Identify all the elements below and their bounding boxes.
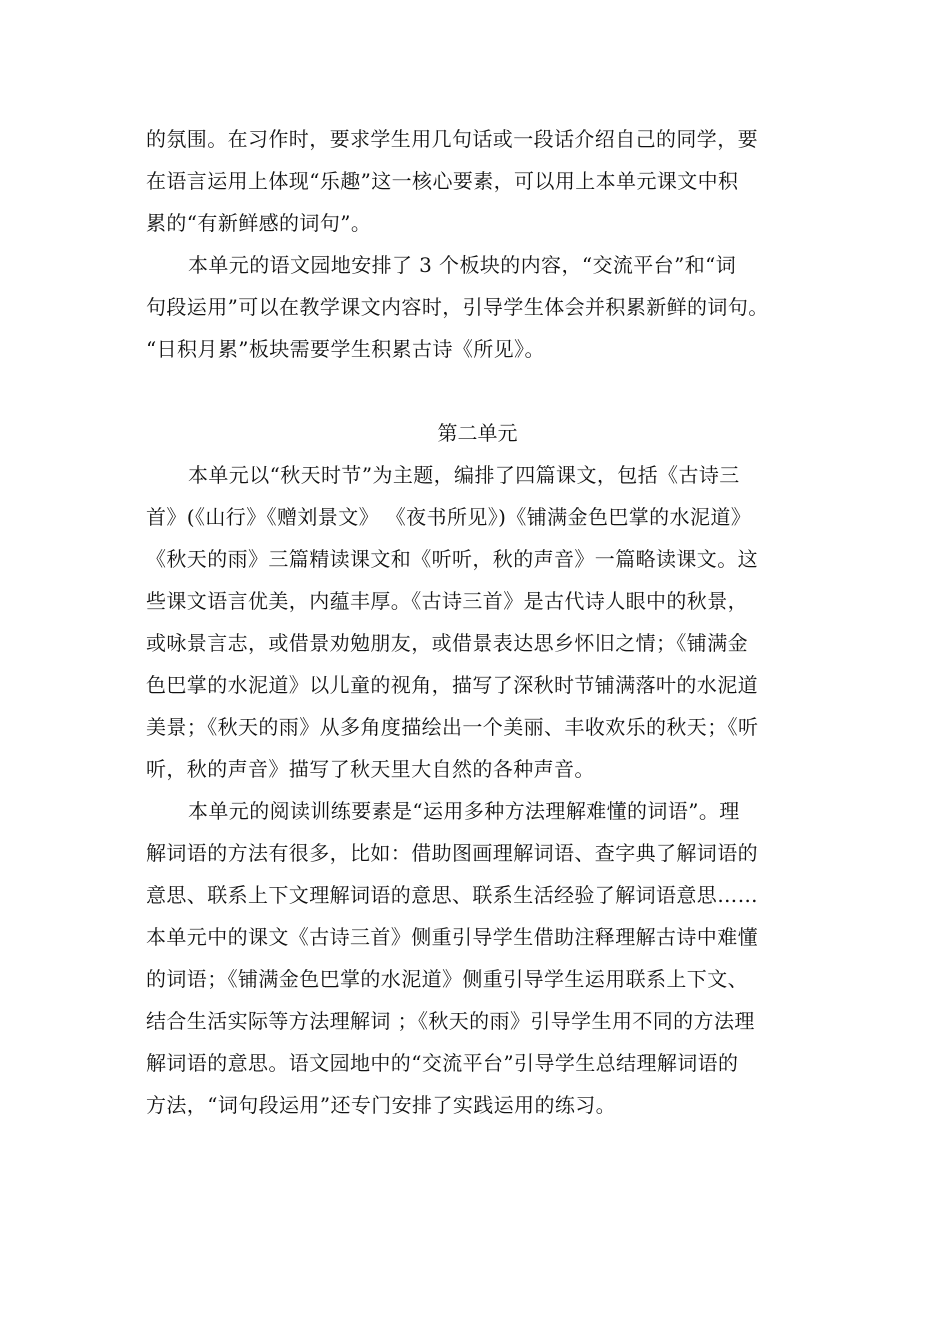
text-line: 结合生活实际等方法理解词 ；《秋天的雨》引导学生用不同的方法理: [146, 1009, 755, 1033]
text-line: 本单元的语文园地安排了 3 个板块的内容，“交流平台”和“词: [188, 253, 737, 277]
text-line: 的词语；《铺满金色巴掌的水泥道》侧重引导学生运用联系上下文、: [146, 967, 748, 991]
text-line: 或咏景言志，或借景劝勉朋友，或借景表达思乡怀旧之情；《铺满金: [146, 631, 748, 655]
text-line: 听，秋的声音》描写了秋天里大自然的各种声音。: [146, 757, 595, 781]
text-line: 些课文语言优美，内蕴丰厚。《古诗三首》是古代诗人眼中的秋景，: [146, 589, 748, 613]
text-line: 《秋天的雨》三篇精读课文和《听听，秋的声音》一篇略读课文。这: [146, 547, 758, 571]
text-line: 首》(《山行》《赠刘景文》 《夜书所见》)《铺满金色巴掌的水泥道》: [146, 505, 752, 529]
paragraph-unit-two-intro: [146, 454, 809, 790]
section-heading: 第二单元: [437, 421, 518, 445]
text-line: 本单元的阅读训练要素是“运用多种方法理解难懂的词语”。理: [188, 799, 740, 823]
text-line: 色巴掌的水泥道》以儿童的视角，描写了深秋时节铺满落叶的水泥道: [146, 673, 758, 697]
text-line: 累的“有新鲜感的词句”。: [146, 211, 372, 235]
text-line: 的氛围。在习作时，要求学生用几句话或一段话介绍自己的同学，要: [146, 127, 758, 151]
text-line: 本单元中的课文《古诗三首》侧重引导学生借助注释理解古诗中难懂: [146, 925, 758, 949]
text-line: 方法，“词句段运用”还专门安排了实践运用的练习。: [146, 1093, 617, 1117]
text-line: 解词语的方法有很多，比如：借助图画理解词语、查字典了解词语的: [146, 841, 758, 865]
text-line: 句段运用”可以在教学课文内容时，引导学生体会并积累新鲜的词句。: [146, 295, 769, 319]
text-line: 本单元以“秋天时节”为主题，编排了四篇课文，包括《古诗三: [188, 463, 740, 487]
document-page: [146, 118, 809, 1126]
paragraph-unit-one-writing: [146, 118, 809, 244]
paragraph-unit-one-garden: [146, 244, 809, 370]
text-line: 意思、联系上下文理解词语的意思、联系生活经验了解词语意思……: [146, 883, 758, 907]
text-line: 解词语的意思。语文园地中的“交流平台”引导学生总结理解词语的: [146, 1051, 739, 1075]
text-line: 在语言运用上体现“乐趣”这一核心要素，可以用上本单元课文中积: [146, 169, 739, 193]
text-line: “日积月累”板块需要学生积累古诗《所见》。: [146, 337, 545, 361]
text-line: 美景；《秋天的雨》从多角度描绘出一个美丽、丰收欢乐的秋天；《听: [146, 715, 759, 739]
paragraph-unit-two-reading: [146, 790, 809, 1126]
